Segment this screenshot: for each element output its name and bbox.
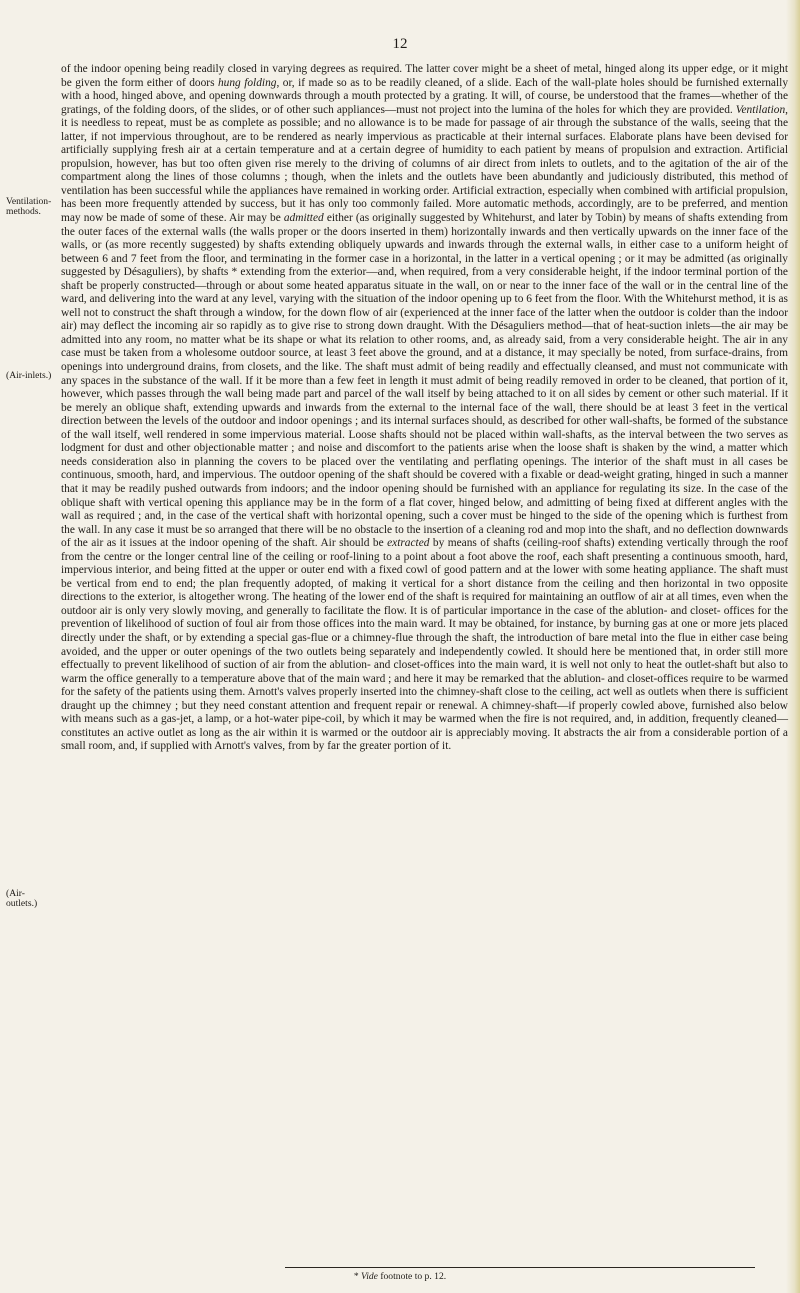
margin-note-air-outlets: (Air-outlets.) bbox=[6, 888, 38, 909]
body-segment: either (as originally suggested by Whitehurst, and later by Tobin) by means of shafts extending from the outer faces of the external walls (the walls proper or the doors inserted in them) horizontally inwards and then vertically upwards on the inner face of the walls, or (as more recently suggested) by shafts extending obliquely upwards and inwards through the external walls, in either case to a uniform height of between 6 and 7 feet from the floor, and terminating in the former case in a horizontal, in the latter in a vertical opening ; or it may be admitted (as originally suggested by Désaguliers), by shafts * extending from the exterior—and, when required, from a very considerable height, if the indoor terminal portion of the shaft be properly constructed—through or about some heated apparatus situate in the wall, on or near to the inner face of the wall or in the central line of the ward, and delivering into the ward at any level, varying with the situation of the indoor opening up to 6 feet from the floor. With the Whitehurst method, it is as well not to construct the shaft through a window, for the down flow of air (experienced at the inner face of the latter when the outdoor is colder than the indoor air) may deflect the incoming air so rapidly as to give rise to strong down draught. With the Désaguliers method—that of heat-suction inlets—the air may be admitted into any room, no matter what be its shape or what its relation to other rooms, and, as already said, from a very considerable height. The air in any case must be taken from a wholesome outdoor source, at least 3 feet above the ground, and at a distance, it may specially be noted, from surface-drains, from openings into underground drains, from closets, and the like. The shaft must admit of being readily and effectually cleansed, and must not communicate with any spaces in the substance of the wall. If it be more than a few feet in length it must admit of being readily removed in order to be cleaned, that portion of it, however, which passes through the wall being made part and parcel of the wall itself by being attached to it on all sides by cement or other such material. If it be merely an oblique shaft, extending upwards and inwards from the external to the internal face of the wall, there should be at least 3 feet in the vertical direction between the levels of the outdoor and indoor openings ; and its internal surfaces should, as described for other wall-shafts, be formed of the substance of the wall itself, well rendered in some impervious material. Loose shafts should not be placed within wall-shafts, as the interval between the two serves as lodgment for dust and other objectionable matter ; and noise and discomfort to the patients arise when the loose shaft is shaken by the wind, a matter which needs consideration also in planning the covers to be placed over the ventilating and perflating openings. The interior of the shaft must in all cases be continuous, smooth, hard, and impervious. The outdoor opening of the shaft should be covered with a fixable or dead-weight grating, hinged in such a manner that it may be readily pushed outwards from indoors; and the indoor opening should be furnished with an appliance for regulating its size. In the case of the oblique shaft with vertical opening this appliance may be in the form of a flat cover, hinged below, and admitting of being fixed at different angles with the wall as required ; and, in the case of the vertical shaft with horizontal opening, such a cover must be hinged to the side of the opening which is furthest from the wall. In any case it must be so arranged that there will be no obstacle to the insertion of a cleaning rod and mop into the shaft, and no deflection downwards of the air as it issues at the indoor opening of the shaft. Air should be bbox=[61, 212, 788, 550]
footnote-emphasis: Vide bbox=[361, 1271, 378, 1282]
body-emphasis: admitted bbox=[283, 212, 324, 225]
page-number: 12 bbox=[392, 36, 408, 52]
footnote-rule bbox=[285, 1267, 755, 1268]
body-emphasis: hung folding bbox=[217, 76, 277, 89]
body-segment: , or, if made so as to be readily cleaned, of a slide. Each of the wall-plate holes should be furnished externally with a hood, hinged above, and opening downwards through a mouth protected by a grating. It will, of course, be understood that the frames—whether of the gratings, of the folding doors, of the slides, or of other such appliances—must not project into the lumina of the holes for which they are provided. bbox=[61, 76, 789, 116]
body-text bbox=[61, 63, 788, 754]
body-segment: , it is needless to repeat, must be as complete as possible; and no allowance is to be made for passage of air through the substance of the walls, seeing that the latter, if not impervious throughout, are to be rendered as nearly impervious as practicable at their internal surfaces. Elaborate plans have been devised for artificially supplying fresh air at a certain temperature and at a certain degree of humidity to each patient by means of propulsion and extraction. Artificial propulsion, however, has but too often given rise merely to the driving of columns of air direct from inlets to outlets, and to the agitation of the air of the compartment along the lines of those columns ; though, when the inlets and the outlets have been abundantly and judiciously distributed, this method of ventilation has been successful while the appliances have remained in working order. Artificial extraction, especially when combined with artificial propulsion, has been more frequently attended by success, but it has only too commonly failed. More automatic methods, accordingly, are to be preferred, and mention may now be made of some of these. Air may be bbox=[61, 103, 788, 225]
margin-note-ventilation: Ventilation-methods. bbox=[6, 196, 52, 217]
footnote-marker: * bbox=[353, 1271, 362, 1282]
body-emphasis: extracted bbox=[387, 537, 430, 550]
body-emphasis: Ventilation bbox=[735, 103, 786, 116]
page-edge bbox=[786, 0, 800, 1293]
footnote-text: footnote to p. 12. bbox=[377, 1271, 447, 1282]
footnote bbox=[0, 1271, 800, 1282]
body-segment: by means of shafts (ceiling-roof shafts) extending vertically through the roof from the centre or the longer central line of the ceiling or roof-lining to a point about a foot above the roof, each shaft presenting a continuous smooth, hard, impervious interior, and being fitted at the upper or outer end with a fixed cowl of good pattern and at the lower with some heating appliance. The shaft must be vertical from end to end; the plan frequently adopted, of making it vertical for a short distance from the ceiling and then horizontal in two opposite directions to the exterior, is altogether wrong. The heating of the lower end of the shaft is required for maintaining an outflow of air at all times, even when the outdoor air is only very slowly moving, and generally to facilitate the flow. It is of particular importance in the case of the ablution- and closet- offices for the prevention of likelihood of suction of foul air from those offices into the main ward. It may be obtained, for instance, by burning gas at one or more jets placed directly under the shaft, or by extending a special gas-flue or a chimney-flue through the shaft, the introduction of bare metal into the flue in either case being avoided, and the upper or outer openings of the two outlets being separately and independently cowled. It should here be mentioned that, in order still more effectually to prevent likelihood of suction of air from the ablution- and closet-offices into the main ward, it is well not only to heat the outlet-shaft but also to warm the office generally to a temperature above that of the main ward ; and here it may be remarked that the ablution- and closet-offices require to be warmed for the safety of the patients using them. Arnott's valves properly inserted into the chimney-shaft close to the ceiling, act well as outlets when there is sufficient draught up the chimney ; but they need constant attention and frequent repair or renewal. A chimney-shaft—if properly cowled above, furnished also below with means such as a gas-jet, a lamp, or a hot-water pipe-coil, by which it may be warmed when the fire is not required, and, in addition, frequently cleaned—constitutes an active outlet as long as the air within it is warmed or the outdoor air is appreciably moving. It abstracts the air from a considerable portion of a small room, and, if supplied with Arnott's valves, from by far the greater portion of it. bbox=[61, 537, 789, 753]
body-segment: of the indoor opening being readily closed in varying degrees as required. The latter cover might be a sheet of metal, hinged along its upper edge, or it might be given the form either of doors bbox=[61, 63, 788, 89]
margin-note-air-inlets: (Air-inlets.) bbox=[6, 370, 52, 381]
